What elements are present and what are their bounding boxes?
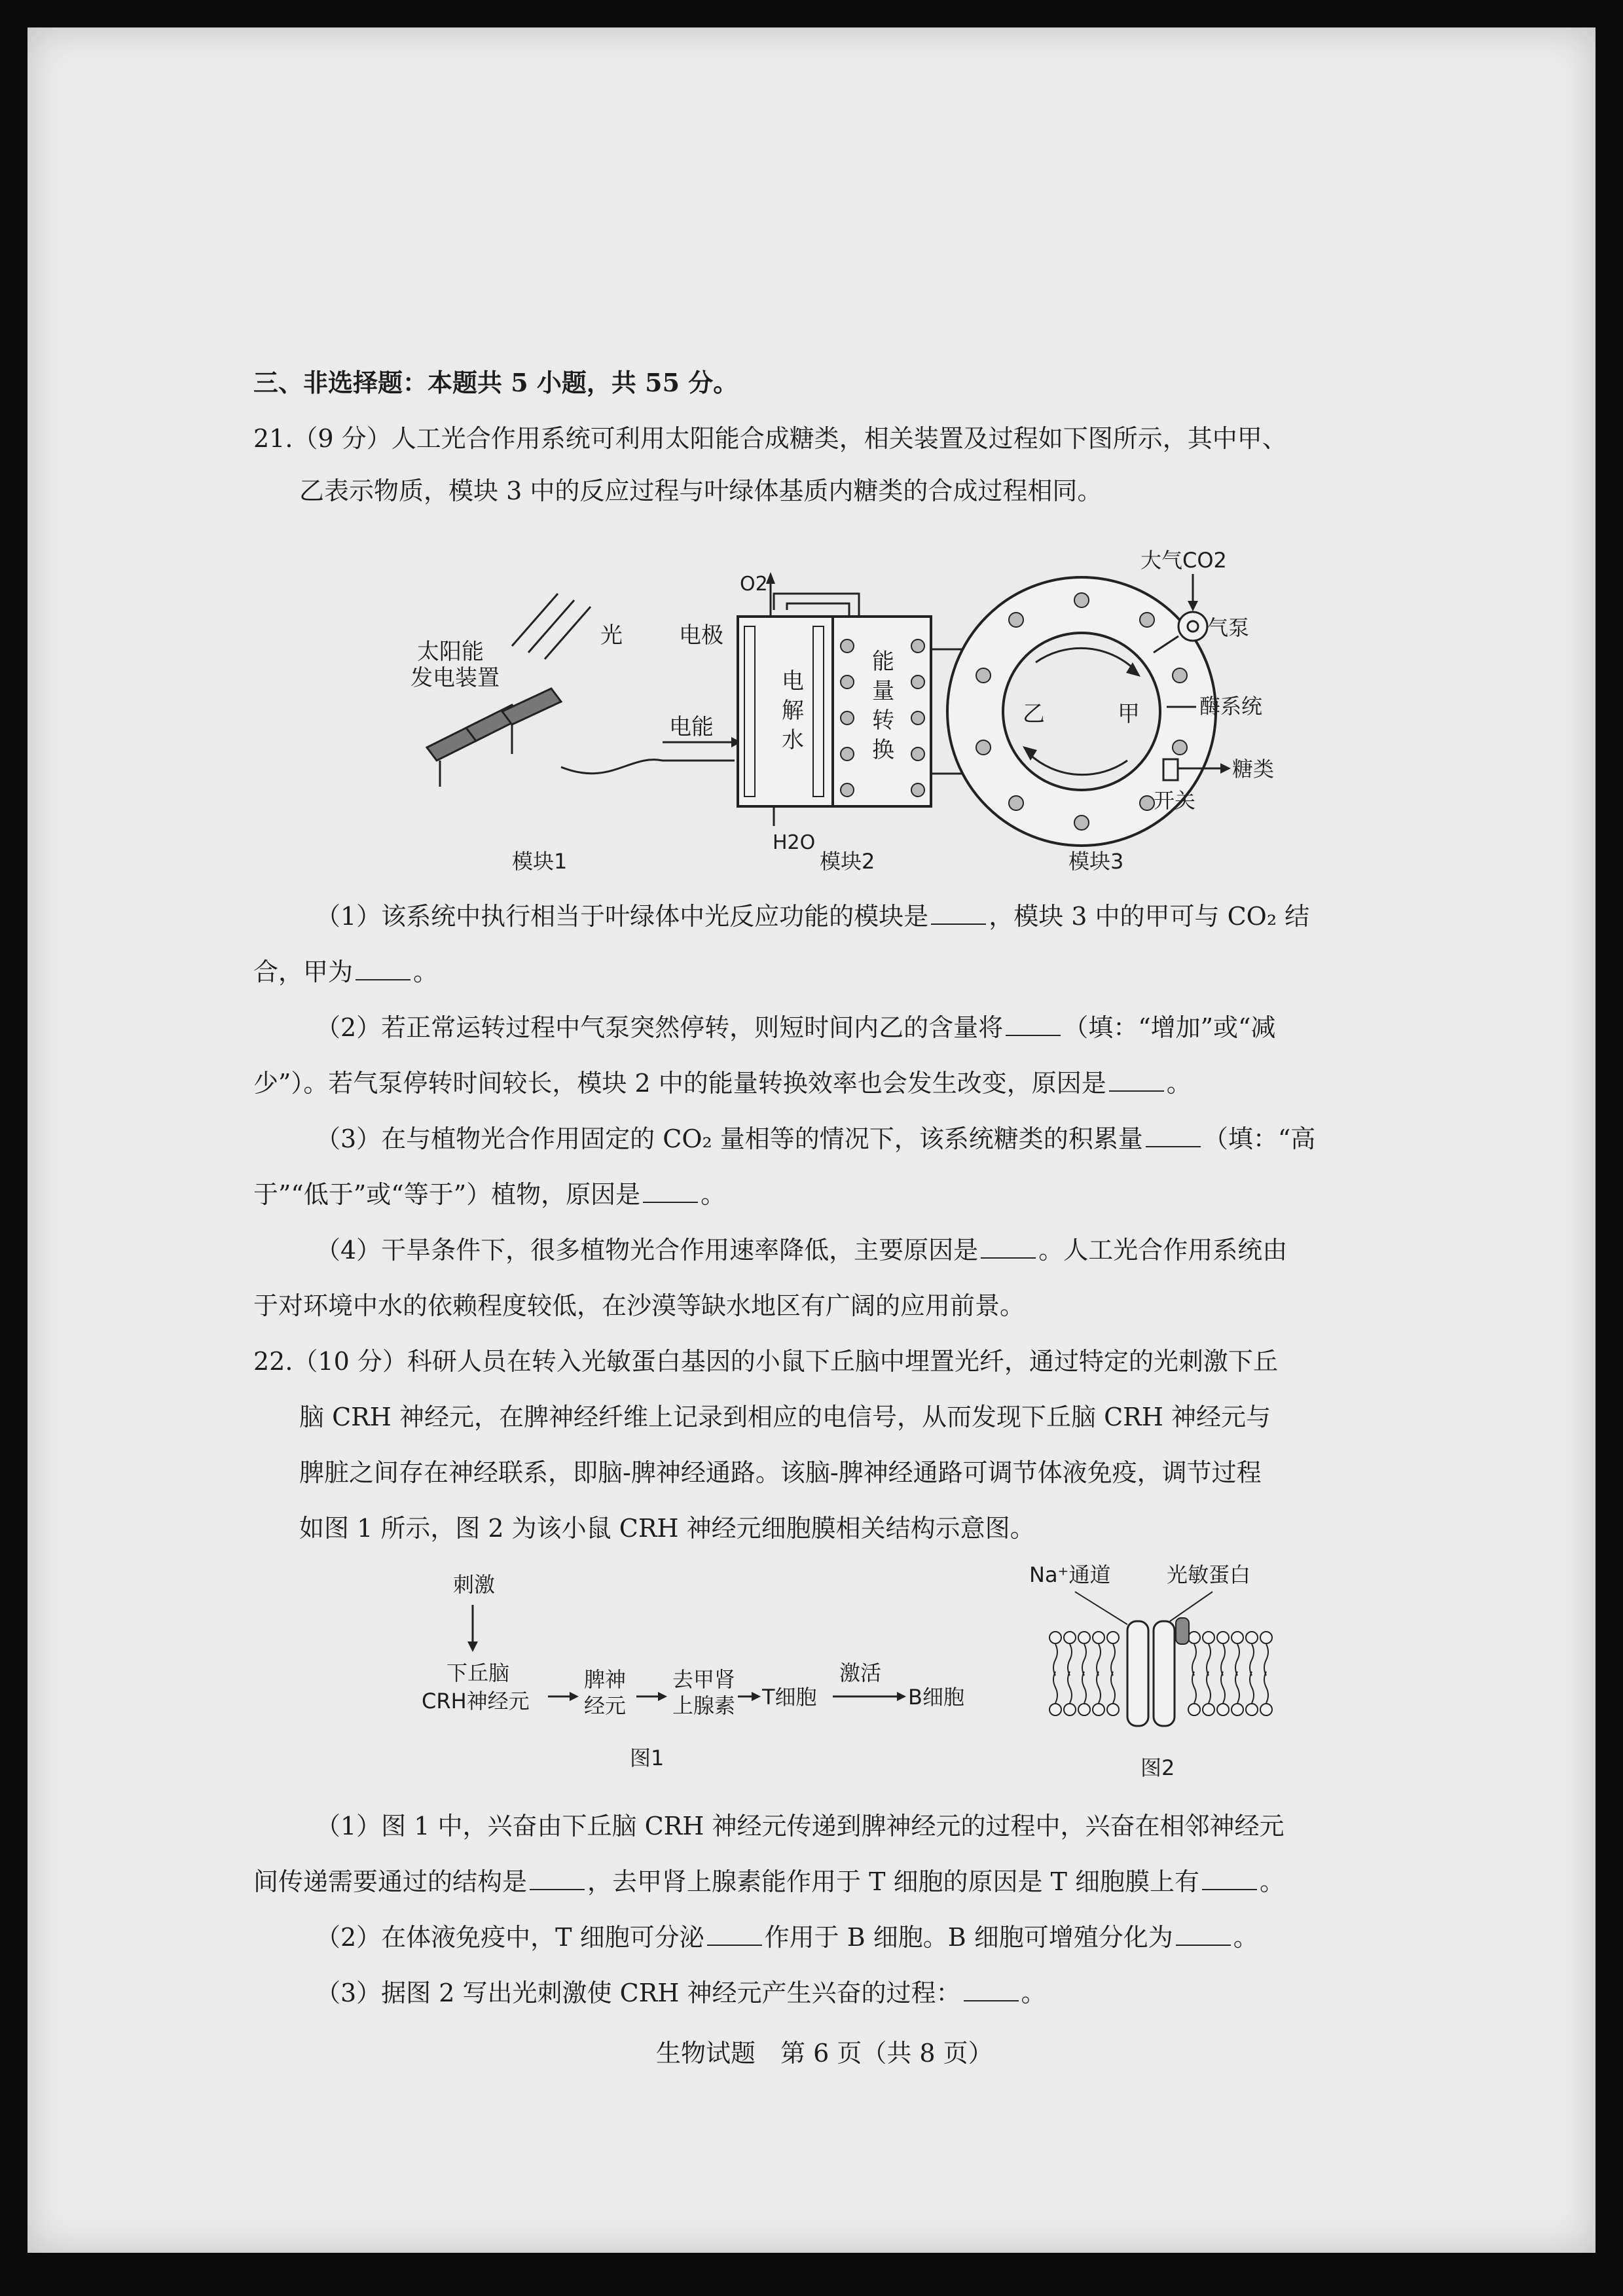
q21-p2-line1: [316, 1009, 1275, 1046]
fig1-node4: T细胞: [762, 1685, 817, 1710]
q22-p3-text-a: （3）据图 2 写出光刺激使 CRH 神经元产生兴奋的过程：: [316, 1979, 961, 2007]
q22-stem-line3: 脾脏之间存在神经联系，即脑-脾神经通路。该脑-脾神经通路可调节体液免疫，调节过程: [299, 1458, 1262, 1487]
fig1-node3b: 上腺素: [672, 1693, 736, 1718]
sugars-label: 糖类: [1232, 757, 1275, 781]
q22-p2-text-c: 。: [1233, 1923, 1258, 1952]
q21-p3-text-b: （填：“高: [1203, 1124, 1316, 1153]
q21-p1-text-b: ，模块 3 中的甲可与 CO₂ 结: [989, 902, 1310, 931]
fig1-node3a: 去甲肾: [672, 1667, 736, 1692]
fig2-caption: 图2: [1140, 1755, 1175, 1780]
q21-p3-line2: [253, 1176, 725, 1213]
electrolysis-char-3: 水: [782, 727, 804, 753]
q21-p2-text-d: 。: [1166, 1069, 1192, 1098]
fig1-node1a: 下丘脑: [447, 1660, 510, 1685]
q21-p3-text-d: 。: [701, 1180, 726, 1209]
fig1-node2a: 脾神: [584, 1667, 627, 1692]
q22-p1-text-c: ，去甲肾上腺素能作用于 T 细胞的原因是 T 细胞膜上有: [587, 1867, 1200, 1896]
q22-stem-line2: 脑 CRH 神经元，在脾神经纤维上记录到相应的电信号，从而发现下丘脑 CRH 神经元与: [299, 1403, 1271, 1431]
fig2-na-channel-label: Na⁺通道: [1029, 1562, 1111, 1587]
switch-icon: [1163, 759, 1178, 780]
q22-p2-text-a: （2）在体液免疫中，T 细胞可分泌: [316, 1923, 704, 1952]
module1-label: 模块1: [512, 849, 568, 874]
energy-char-1: 能: [872, 649, 894, 675]
answer-blank: [707, 1921, 762, 1946]
q21-p1-line1: [316, 898, 1309, 935]
solar-panel-icon: [427, 689, 561, 787]
q21-p1-text-a: （1）该系统中执行相当于叶绿体中光反应功能的模块是: [316, 902, 929, 931]
answer-blank: [1176, 1921, 1231, 1946]
q22-p3-text-b: 。: [1021, 1979, 1046, 2007]
page-footer: 生物试题 第 6 页（共 8 页）: [656, 2039, 993, 2068]
answer-blank: [981, 1234, 1036, 1259]
solar-label-1: 太阳能: [417, 639, 484, 665]
q21-stem-line2: 乙表示物质，模块 3 中的反应过程与叶绿体基质内糖类的合成过程相同。: [299, 476, 1103, 505]
q22-stem-line1: 22.（10 分）科研人员在转入光敏蛋白基因的小鼠下丘脑中埋置光纤，通过特定的光刺激下丘: [253, 1347, 1278, 1376]
electric-energy-label: 电能: [669, 714, 714, 740]
photoprotein-icon: [1176, 1618, 1189, 1644]
answer-blank: [964, 1977, 1019, 2001]
q22-p1-text-d: 。: [1260, 1867, 1285, 1896]
q21-p3-text-c: 于”“低于”或“等于”）植物，原因是: [253, 1180, 641, 1209]
q22-p2-text-b: 作用于 B 细胞。B 细胞可增殖分化为: [764, 1923, 1173, 1952]
q21-p4-line2: 于对环境中水的依赖程度较低，在沙漠等缺水地区有广阔的应用前景。: [253, 1291, 1025, 1320]
energy-char-3: 转: [872, 708, 894, 734]
answer-blank: [1109, 1067, 1164, 1092]
q21-diagram: [381, 538, 1311, 878]
h2o-label: H2O: [773, 831, 816, 854]
fig1-activate: 激活: [839, 1660, 882, 1685]
answer-blank: [1006, 1011, 1061, 1036]
jia-label: 甲: [1118, 701, 1140, 727]
q21-p4-line1: [316, 1232, 1287, 1268]
fig1-node1b: CRH神经元: [422, 1689, 530, 1713]
q22-p1-line1: （1）图 1 中，兴奋由下丘脑 CRH 神经元传递到脾神经元的过程中，兴奋在相邻神经元: [316, 1812, 1285, 1840]
q21-p1-text-d: 。: [413, 958, 439, 986]
na-channel-icon: [1154, 1621, 1175, 1726]
air-pump-icon: [1178, 612, 1207, 641]
energy-char-2: 量: [872, 678, 894, 704]
light-arrows-icon: [512, 594, 591, 659]
q22-p1-text-b: 间传递需要通过的结构是: [253, 1867, 528, 1896]
answer-blank: [643, 1178, 698, 1203]
atmos-co2-label: 大气CO2: [1140, 548, 1227, 573]
fig2-photoprotein-label: 光敏蛋白: [1167, 1562, 1251, 1587]
q22-p1-line2: [253, 1863, 1285, 1900]
q22-fig2: [1016, 1552, 1317, 1788]
electrode-label: 电极: [679, 622, 723, 649]
wire-line: [561, 760, 735, 774]
answer-blank: [931, 900, 986, 925]
q21-p2-text-a: （2）若正常运转过程中气泵突然停转，则短时间内乙的含量将: [316, 1013, 1004, 1042]
q21-p3-text-a: （3）在与植物光合作用固定的 CO₂ 量相等的情况下，该系统糖类的积累量: [316, 1124, 1143, 1153]
q22-p3-line: [316, 1975, 1046, 2011]
solar-label-2: 发电装置: [410, 665, 500, 691]
q21-p2-line2: [253, 1065, 1192, 1102]
o2-label: O2: [740, 573, 768, 596]
fig1-node2b: 经元: [584, 1693, 627, 1718]
co2-arrowhead: [1188, 601, 1198, 611]
fig1-caption: 图1: [630, 1746, 665, 1770]
na-channel-icon: [1127, 1621, 1148, 1726]
q21-p1-text-c: 合，甲为: [253, 958, 354, 986]
energy-char-4: 换: [872, 737, 894, 763]
q21-p4-text-b: 。人工光合作用系统由: [1038, 1236, 1288, 1265]
light-label: 光: [600, 622, 623, 649]
q21-stem-line1: 21.（9 分）人工光合作用系统可利用太阳能合成糖类，相关装置及过程如下图所示，其中甲、: [253, 424, 1287, 453]
q22-stem-line4: 如图 1 所示，图 2 为该小鼠 CRH 神经元细胞膜相关结构示意图。: [299, 1514, 1035, 1543]
fig1-stimulus: 刺激: [453, 1572, 496, 1597]
q22-fig1: [381, 1559, 1023, 1775]
answer-blank: [1146, 1122, 1201, 1147]
answer-blank: [530, 1865, 585, 1890]
answer-blank: [356, 956, 410, 980]
switch-label: 开关: [1154, 788, 1196, 813]
module3-label: 模块3: [1068, 849, 1124, 874]
enzyme-system-label: 酶系统: [1199, 694, 1263, 719]
electrolysis-char-1: 电: [782, 668, 804, 694]
module2-label: 模块2: [820, 849, 875, 874]
yi-label: 乙: [1023, 701, 1045, 727]
q21-p1-line2: [253, 954, 438, 990]
q21-p4-text-a: （4）干旱条件下，很多植物光合作用速率降低，主要原因是: [316, 1236, 979, 1265]
answer-blank: [1202, 1865, 1257, 1890]
q21-p3-line1: [316, 1121, 1315, 1157]
exam-paper: [27, 27, 1596, 2253]
q21-p2-text-c: 少”）。若气泵停转时间较长，模块 2 中的能量转换效率也会发生改变，原因是: [253, 1069, 1106, 1098]
q21-p2-text-b: （填：“增加”或“减: [1063, 1013, 1276, 1042]
air-pump-label: 气泵: [1207, 615, 1250, 640]
fig1-node5: B细胞: [908, 1685, 964, 1710]
electrolysis-char-2: 解: [782, 698, 804, 724]
q22-p2-line: [316, 1919, 1258, 1956]
section-heading: 三、非选择题：本题共 5 小题，共 55 分。: [253, 368, 739, 397]
